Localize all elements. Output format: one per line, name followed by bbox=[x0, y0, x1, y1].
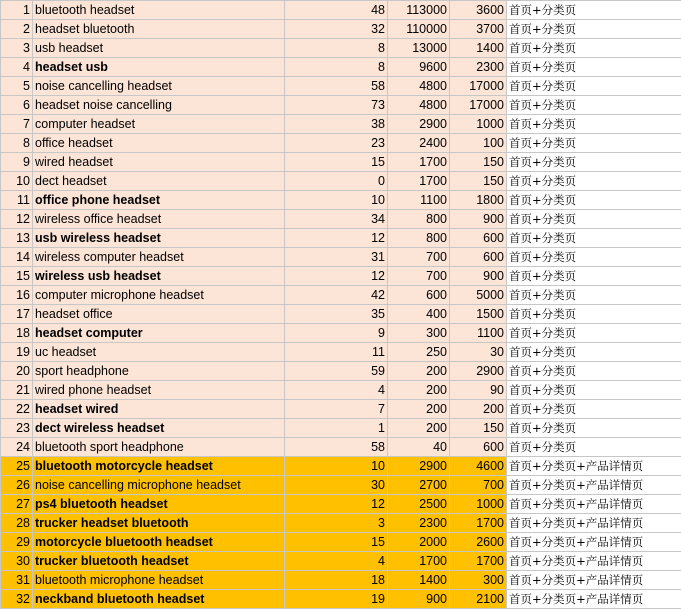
keyword-cell[interactable]: headset wired bbox=[33, 400, 285, 419]
value-a-cell[interactable]: 32 bbox=[285, 20, 388, 39]
value-a-cell[interactable]: 11 bbox=[285, 343, 388, 362]
value-b-cell[interactable]: 300 bbox=[388, 324, 450, 343]
value-a-cell[interactable]: 35 bbox=[285, 305, 388, 324]
keyword-cell[interactable]: headset computer bbox=[33, 324, 285, 343]
keyword-cell[interactable]: ps4 bluetooth headset bbox=[33, 495, 285, 514]
table-row bbox=[1, 514, 681, 533]
table-row bbox=[1, 248, 681, 267]
value-a-cell[interactable]: 8 bbox=[285, 39, 388, 58]
value-c-cell[interactable]: 3600 bbox=[450, 1, 507, 20]
row-number-cell[interactable]: 21 bbox=[1, 381, 33, 400]
page-type-cell[interactable]: 首页+分类页+产品详情页 bbox=[507, 476, 681, 495]
table-row bbox=[1, 267, 681, 286]
keyword-cell[interactable]: usb wireless headset bbox=[33, 229, 285, 248]
value-a-cell[interactable]: 34 bbox=[285, 210, 388, 229]
row-number-cell[interactable]: 28 bbox=[1, 514, 33, 533]
table-row bbox=[1, 343, 681, 362]
value-a-cell[interactable]: 1 bbox=[285, 419, 388, 438]
keyword-cell[interactable]: dect headset bbox=[33, 172, 285, 191]
table-row bbox=[1, 495, 681, 514]
page-type-cell[interactable]: 首页+分类页 bbox=[507, 77, 681, 96]
value-b-cell[interactable]: 2400 bbox=[388, 134, 450, 153]
value-a-cell[interactable]: 18 bbox=[285, 571, 388, 590]
value-a-cell[interactable]: 38 bbox=[285, 115, 388, 134]
value-c-cell[interactable]: 2100 bbox=[450, 590, 507, 609]
row-number-cell[interactable]: 17 bbox=[1, 305, 33, 324]
keyword-cell[interactable]: noise cancelling headset bbox=[33, 77, 285, 96]
table-row bbox=[1, 286, 681, 305]
keyword-cell[interactable]: wired headset bbox=[33, 153, 285, 172]
keyword-cell[interactable]: headset noise cancelling bbox=[33, 96, 285, 115]
page-type-cell[interactable]: 首页+分类页 bbox=[507, 305, 681, 324]
value-c-cell[interactable]: 900 bbox=[450, 210, 507, 229]
keyword-cell[interactable]: motorcycle bluetooth headset bbox=[33, 533, 285, 552]
table-body bbox=[1, 1, 681, 609]
page-type-cell[interactable]: 首页+分类页 bbox=[507, 267, 681, 286]
keyword-cell[interactable]: trucker headset bluetooth bbox=[33, 514, 285, 533]
value-b-cell[interactable]: 4800 bbox=[388, 96, 450, 115]
page-type-cell[interactable]: 首页+分类页 bbox=[507, 343, 681, 362]
value-a-cell[interactable]: 12 bbox=[285, 267, 388, 286]
value-b-cell[interactable]: 1700 bbox=[388, 153, 450, 172]
value-b-cell[interactable]: 250 bbox=[388, 343, 450, 362]
value-c-cell[interactable]: 1800 bbox=[450, 191, 507, 210]
row-number-cell[interactable]: 10 bbox=[1, 172, 33, 191]
page-type-cell[interactable]: 首页+分类页 bbox=[507, 172, 681, 191]
table-row bbox=[1, 552, 681, 571]
table-row bbox=[1, 438, 681, 457]
value-c-cell[interactable]: 900 bbox=[450, 267, 507, 286]
row-number-cell[interactable]: 27 bbox=[1, 495, 33, 514]
row-number-cell[interactable]: 3 bbox=[1, 39, 33, 58]
keyword-cell[interactable]: noise cancelling microphone headset bbox=[33, 476, 285, 495]
value-b-cell[interactable]: 4800 bbox=[388, 77, 450, 96]
row-number-cell[interactable]: 20 bbox=[1, 362, 33, 381]
page-type-cell[interactable]: 首页+分类页+产品详情页 bbox=[507, 495, 681, 514]
value-b-cell[interactable]: 900 bbox=[388, 590, 450, 609]
page-type-cell[interactable]: 首页+分类页 bbox=[507, 210, 681, 229]
value-a-cell[interactable]: 7 bbox=[285, 400, 388, 419]
value-b-cell[interactable]: 700 bbox=[388, 248, 450, 267]
value-c-cell[interactable]: 1000 bbox=[450, 115, 507, 134]
row-number-cell[interactable]: 6 bbox=[1, 96, 33, 115]
row-number-cell[interactable]: 13 bbox=[1, 229, 33, 248]
keyword-cell[interactable]: wireless office headset bbox=[33, 210, 285, 229]
value-c-cell[interactable]: 1700 bbox=[450, 552, 507, 571]
value-c-cell[interactable]: 1700 bbox=[450, 514, 507, 533]
value-c-cell[interactable]: 2300 bbox=[450, 58, 507, 77]
value-c-cell[interactable]: 90 bbox=[450, 381, 507, 400]
value-c-cell[interactable]: 150 bbox=[450, 172, 507, 191]
row-number-cell[interactable]: 7 bbox=[1, 115, 33, 134]
value-b-cell[interactable]: 1700 bbox=[388, 552, 450, 571]
value-b-cell[interactable]: 2300 bbox=[388, 514, 450, 533]
page-type-cell[interactable]: 首页+分类页 bbox=[507, 134, 681, 153]
value-a-cell[interactable]: 15 bbox=[285, 533, 388, 552]
value-a-cell[interactable]: 19 bbox=[285, 590, 388, 609]
row-number-cell[interactable]: 8 bbox=[1, 134, 33, 153]
table-row bbox=[1, 324, 681, 343]
value-c-cell[interactable]: 100 bbox=[450, 134, 507, 153]
table-row bbox=[1, 191, 681, 210]
value-b-cell[interactable]: 40 bbox=[388, 438, 450, 457]
value-b-cell[interactable]: 200 bbox=[388, 362, 450, 381]
value-b-cell[interactable]: 1700 bbox=[388, 172, 450, 191]
page-type-cell[interactable]: 首页+分类页 bbox=[507, 419, 681, 438]
page-type-cell[interactable]: 首页+分类页 bbox=[507, 58, 681, 77]
page-type-cell[interactable]: 首页+分类页 bbox=[507, 153, 681, 172]
value-c-cell[interactable]: 150 bbox=[450, 419, 507, 438]
table-row bbox=[1, 457, 681, 476]
page-type-cell[interactable]: 首页+分类页 bbox=[507, 400, 681, 419]
keyword-cell[interactable]: office phone headset bbox=[33, 191, 285, 210]
value-a-cell[interactable]: 48 bbox=[285, 1, 388, 20]
page-type-cell[interactable]: 首页+分类页+产品详情页 bbox=[507, 533, 681, 552]
page-type-cell[interactable]: 首页+分类页+产品详情页 bbox=[507, 590, 681, 609]
table-row bbox=[1, 153, 681, 172]
value-a-cell[interactable]: 0 bbox=[285, 172, 388, 191]
keyword-cell[interactable]: neckband bluetooth headset bbox=[33, 590, 285, 609]
page-type-cell[interactable]: 首页+分类页 bbox=[507, 438, 681, 457]
page-type-cell[interactable]: 首页+分类页 bbox=[507, 115, 681, 134]
table-row bbox=[1, 39, 681, 58]
value-b-cell[interactable]: 1100 bbox=[388, 191, 450, 210]
value-a-cell[interactable]: 58 bbox=[285, 77, 388, 96]
value-a-cell[interactable]: 10 bbox=[285, 191, 388, 210]
value-b-cell[interactable]: 9600 bbox=[388, 58, 450, 77]
value-b-cell[interactable]: 600 bbox=[388, 286, 450, 305]
row-number-cell[interactable]: 5 bbox=[1, 77, 33, 96]
value-b-cell[interactable]: 1400 bbox=[388, 571, 450, 590]
value-a-cell[interactable]: 23 bbox=[285, 134, 388, 153]
value-b-cell[interactable]: 2000 bbox=[388, 533, 450, 552]
keyword-cell[interactable]: headset usb bbox=[33, 58, 285, 77]
table-row bbox=[1, 96, 681, 115]
row-number-cell[interactable]: 11 bbox=[1, 191, 33, 210]
page-type-cell[interactable]: 首页+分类页+产品详情页 bbox=[507, 571, 681, 590]
keyword-cell[interactable]: sport headphone bbox=[33, 362, 285, 381]
table-row bbox=[1, 20, 681, 39]
value-a-cell[interactable]: 9 bbox=[285, 324, 388, 343]
value-c-cell[interactable]: 1000 bbox=[450, 495, 507, 514]
page-type-cell[interactable]: 首页+分类页 bbox=[507, 191, 681, 210]
page-type-cell[interactable]: 首页+分类页 bbox=[507, 362, 681, 381]
value-a-cell[interactable]: 4 bbox=[285, 552, 388, 571]
row-number-cell[interactable]: 18 bbox=[1, 324, 33, 343]
row-number-cell[interactable]: 24 bbox=[1, 438, 33, 457]
value-a-cell[interactable]: 3 bbox=[285, 514, 388, 533]
value-c-cell[interactable]: 150 bbox=[450, 153, 507, 172]
keyword-cell[interactable]: office headset bbox=[33, 134, 285, 153]
value-c-cell[interactable]: 600 bbox=[450, 438, 507, 457]
row-number-cell[interactable]: 19 bbox=[1, 343, 33, 362]
value-c-cell[interactable]: 5000 bbox=[450, 286, 507, 305]
value-b-cell[interactable]: 13000 bbox=[388, 39, 450, 58]
table-row bbox=[1, 58, 681, 77]
value-a-cell[interactable]: 12 bbox=[285, 229, 388, 248]
row-number-cell[interactable]: 32 bbox=[1, 590, 33, 609]
table-row bbox=[1, 571, 681, 590]
value-c-cell[interactable]: 2600 bbox=[450, 533, 507, 552]
row-number-cell[interactable]: 2 bbox=[1, 20, 33, 39]
value-b-cell[interactable]: 113000 bbox=[388, 1, 450, 20]
value-b-cell[interactable]: 400 bbox=[388, 305, 450, 324]
value-c-cell[interactable]: 600 bbox=[450, 229, 507, 248]
row-number-cell[interactable]: 30 bbox=[1, 552, 33, 571]
row-number-cell[interactable]: 23 bbox=[1, 419, 33, 438]
row-number-cell[interactable]: 16 bbox=[1, 286, 33, 305]
page-type-cell[interactable]: 首页+分类页 bbox=[507, 1, 681, 20]
table-row bbox=[1, 134, 681, 153]
page-type-cell[interactable]: 首页+分类页 bbox=[507, 20, 681, 39]
table-row bbox=[1, 115, 681, 134]
table-row bbox=[1, 400, 681, 419]
row-number-cell[interactable]: 12 bbox=[1, 210, 33, 229]
row-number-cell[interactable]: 14 bbox=[1, 248, 33, 267]
value-a-cell[interactable]: 30 bbox=[285, 476, 388, 495]
value-b-cell[interactable]: 800 bbox=[388, 229, 450, 248]
value-a-cell[interactable]: 8 bbox=[285, 58, 388, 77]
table-row bbox=[1, 476, 681, 495]
value-a-cell[interactable]: 4 bbox=[285, 381, 388, 400]
value-c-cell[interactable]: 1100 bbox=[450, 324, 507, 343]
value-a-cell[interactable]: 58 bbox=[285, 438, 388, 457]
row-number-cell[interactable]: 26 bbox=[1, 476, 33, 495]
page-type-cell[interactable]: 首页+分类页 bbox=[507, 229, 681, 248]
keyword-cell[interactable]: usb headset bbox=[33, 39, 285, 58]
value-a-cell[interactable]: 31 bbox=[285, 248, 388, 267]
value-b-cell[interactable]: 110000 bbox=[388, 20, 450, 39]
value-b-cell[interactable]: 200 bbox=[388, 400, 450, 419]
keyword-cell[interactable]: wireless usb headset bbox=[33, 267, 285, 286]
keyword-cell[interactable]: uc headset bbox=[33, 343, 285, 362]
page-type-cell[interactable]: 首页+分类页+产品详情页 bbox=[507, 552, 681, 571]
table-row bbox=[1, 362, 681, 381]
page-type-cell[interactable]: 首页+分类页 bbox=[507, 39, 681, 58]
table-row bbox=[1, 1, 681, 20]
row-number-cell[interactable]: 22 bbox=[1, 400, 33, 419]
value-a-cell[interactable]: 59 bbox=[285, 362, 388, 381]
value-a-cell[interactable]: 12 bbox=[285, 495, 388, 514]
value-a-cell[interactable]: 42 bbox=[285, 286, 388, 305]
row-number-cell[interactable]: 29 bbox=[1, 533, 33, 552]
row-number-cell[interactable]: 31 bbox=[1, 571, 33, 590]
table-row bbox=[1, 419, 681, 438]
page-type-cell[interactable]: 首页+分类页+产品详情页 bbox=[507, 457, 681, 476]
keyword-cell[interactable]: computer microphone headset bbox=[33, 286, 285, 305]
table-row bbox=[1, 172, 681, 191]
keyword-cell[interactable]: computer headset bbox=[33, 115, 285, 134]
row-number-cell[interactable]: 1 bbox=[1, 1, 33, 20]
value-c-cell[interactable]: 17000 bbox=[450, 96, 507, 115]
value-b-cell[interactable]: 2700 bbox=[388, 476, 450, 495]
keyword-cell[interactable]: bluetooth microphone headset bbox=[33, 571, 285, 590]
keyword-cell[interactable]: headset bluetooth bbox=[33, 20, 285, 39]
keyword-cell[interactable]: trucker bluetooth headset bbox=[33, 552, 285, 571]
value-c-cell[interactable]: 2900 bbox=[450, 362, 507, 381]
page-type-cell[interactable]: 首页+分类页 bbox=[507, 96, 681, 115]
page-type-cell[interactable]: 首页+分类页 bbox=[507, 381, 681, 400]
value-c-cell[interactable]: 200 bbox=[450, 400, 507, 419]
value-c-cell[interactable]: 700 bbox=[450, 476, 507, 495]
value-a-cell[interactable]: 10 bbox=[285, 457, 388, 476]
value-b-cell[interactable]: 800 bbox=[388, 210, 450, 229]
row-number-cell[interactable]: 25 bbox=[1, 457, 33, 476]
table-row bbox=[1, 533, 681, 552]
value-c-cell[interactable]: 600 bbox=[450, 248, 507, 267]
keyword-cell[interactable]: headset office bbox=[33, 305, 285, 324]
value-a-cell[interactable]: 15 bbox=[285, 153, 388, 172]
table-row bbox=[1, 77, 681, 96]
page-type-cell[interactable]: 首页+分类页 bbox=[507, 286, 681, 305]
page-type-cell[interactable]: 首页+分类页 bbox=[507, 324, 681, 343]
value-b-cell[interactable]: 200 bbox=[388, 381, 450, 400]
row-number-cell[interactable]: 4 bbox=[1, 58, 33, 77]
value-b-cell[interactable]: 2900 bbox=[388, 115, 450, 134]
value-c-cell[interactable]: 300 bbox=[450, 571, 507, 590]
value-c-cell[interactable]: 4600 bbox=[450, 457, 507, 476]
value-c-cell[interactable]: 1500 bbox=[450, 305, 507, 324]
page-type-cell[interactable]: 首页+分类页 bbox=[507, 248, 681, 267]
value-c-cell[interactable]: 3700 bbox=[450, 20, 507, 39]
value-b-cell[interactable]: 2500 bbox=[388, 495, 450, 514]
table-row bbox=[1, 305, 681, 324]
value-c-cell[interactable]: 17000 bbox=[450, 77, 507, 96]
row-number-cell[interactable]: 15 bbox=[1, 267, 33, 286]
value-b-cell[interactable]: 200 bbox=[388, 419, 450, 438]
keyword-cell[interactable]: bluetooth headset bbox=[33, 1, 285, 20]
keyword-cell[interactable]: dect wireless headset bbox=[33, 419, 285, 438]
table-row bbox=[1, 229, 681, 248]
value-a-cell[interactable]: 73 bbox=[285, 96, 388, 115]
value-b-cell[interactable]: 2900 bbox=[388, 457, 450, 476]
table-row bbox=[1, 381, 681, 400]
page-type-cell[interactable]: 首页+分类页+产品详情页 bbox=[507, 514, 681, 533]
keyword-cell[interactable]: wireless computer headset bbox=[33, 248, 285, 267]
keyword-cell[interactable]: wired phone headset bbox=[33, 381, 285, 400]
value-b-cell[interactable]: 700 bbox=[388, 267, 450, 286]
keyword-cell[interactable]: bluetooth motorcycle headset bbox=[33, 457, 285, 476]
keyword-cell[interactable]: bluetooth sport headphone bbox=[33, 438, 285, 457]
value-c-cell[interactable]: 1400 bbox=[450, 39, 507, 58]
value-c-cell[interactable]: 30 bbox=[450, 343, 507, 362]
row-number-cell[interactable]: 9 bbox=[1, 153, 33, 172]
table-row bbox=[1, 210, 681, 229]
